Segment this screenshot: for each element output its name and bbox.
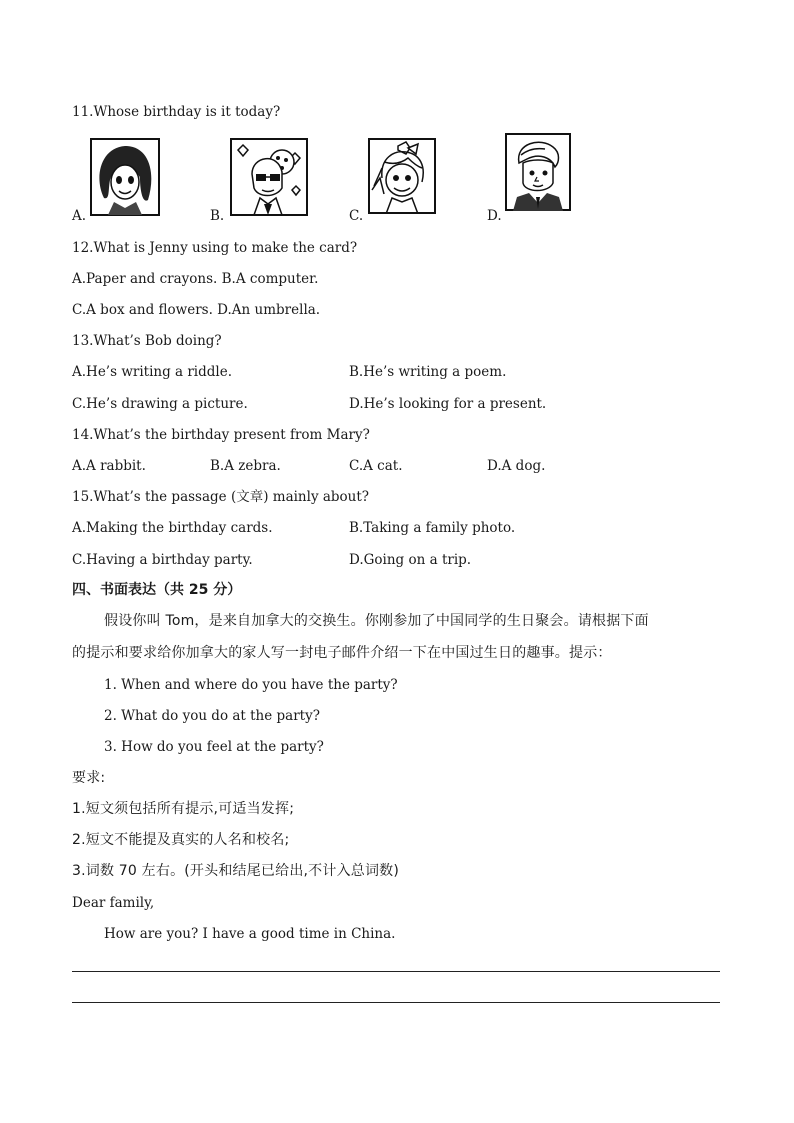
q12-options-row1: A.Paper and crayons. B.A computer. (72, 271, 319, 287)
q14-option-d: D.A dog. (487, 458, 546, 474)
q15-option-d: D.Going on a trip. (349, 552, 472, 568)
letter-greeting: Dear family, (72, 895, 155, 911)
q14-option-b: B.A zebra. (210, 458, 281, 474)
q13-option-c: C.He’s drawing a picture. (72, 396, 248, 412)
requirements-label: 要求: (72, 770, 106, 786)
q12-question: 12.What is Jenny using to make the card? (72, 240, 358, 256)
hint-1: 1. When and where do you have the party? (104, 677, 398, 693)
q11-picture-b (230, 138, 308, 220)
hint-2: 2. What do you do at the party? (104, 708, 320, 724)
q13-question: 13.What’s Bob doing? (72, 333, 222, 349)
q13-option-b: B.He’s writing a poem. (349, 364, 507, 380)
q14-option-a: A.A rabbit. (72, 458, 146, 474)
boy-suit-icon (505, 133, 571, 211)
answer-line-1[interactable] (72, 971, 720, 972)
q11-option-d: D. (487, 208, 502, 224)
q13-option-d: D.He’s looking for a present. (349, 396, 547, 412)
requirement-2: 2.短文不能提及真实的人名和校名; (72, 832, 290, 848)
girl-bow-icon (368, 138, 436, 214)
q15-option-c: C.Having a birthday party. (72, 552, 253, 568)
q15-option-b: B.Taking a family photo. (349, 520, 516, 536)
q11-picture-d (505, 133, 571, 215)
q11-picture-c (368, 138, 436, 218)
hint-3: 3. How do you feel at the party? (104, 739, 324, 755)
q11-option-c: C. (349, 208, 364, 224)
section4-intro-line2: 的提示和要求给你加拿大的家人写一封电子邮件介绍一下在中国过生日的趣事。提示： (72, 645, 612, 661)
q11-question: 11.Whose birthday is it today? (72, 104, 281, 120)
answer-line-2[interactable] (72, 1002, 720, 1003)
q14-option-c: C.A cat. (349, 458, 403, 474)
requirement-1: 1.短文须包括所有提示,可适当发挥; (72, 801, 295, 817)
q14-question: 14.What’s the birthday present from Mary? (72, 427, 370, 443)
q13-option-a: A.He’s writing a riddle. (72, 364, 233, 380)
letter-opening: How are you? I have a good time in China. (104, 926, 396, 942)
section4-heading: 四、书面表达（共 25 分） (72, 582, 242, 598)
q11-option-a: A. (72, 208, 87, 224)
q15-option-a: A.Making the birthday cards. (72, 520, 273, 536)
q12-options-row2: C.A box and flowers. D.An umbrella. (72, 302, 321, 318)
old-lady-glasses-icon (230, 138, 308, 216)
girl-curly-hair-icon (90, 138, 160, 216)
q15-question: 15.What’s the passage (文章) mainly about? (72, 489, 370, 505)
q11-option-b: B. (210, 208, 225, 224)
section4-intro-line1: 假设你叫 Tom，是来自加拿大的交换生。你刚参加了中国同学的生日聚会。请根据下面 (104, 613, 649, 629)
q11-picture-a (90, 138, 160, 220)
requirement-3: 3.词数 70 左右。(开头和结尾已给出,不计入总词数) (72, 863, 400, 879)
